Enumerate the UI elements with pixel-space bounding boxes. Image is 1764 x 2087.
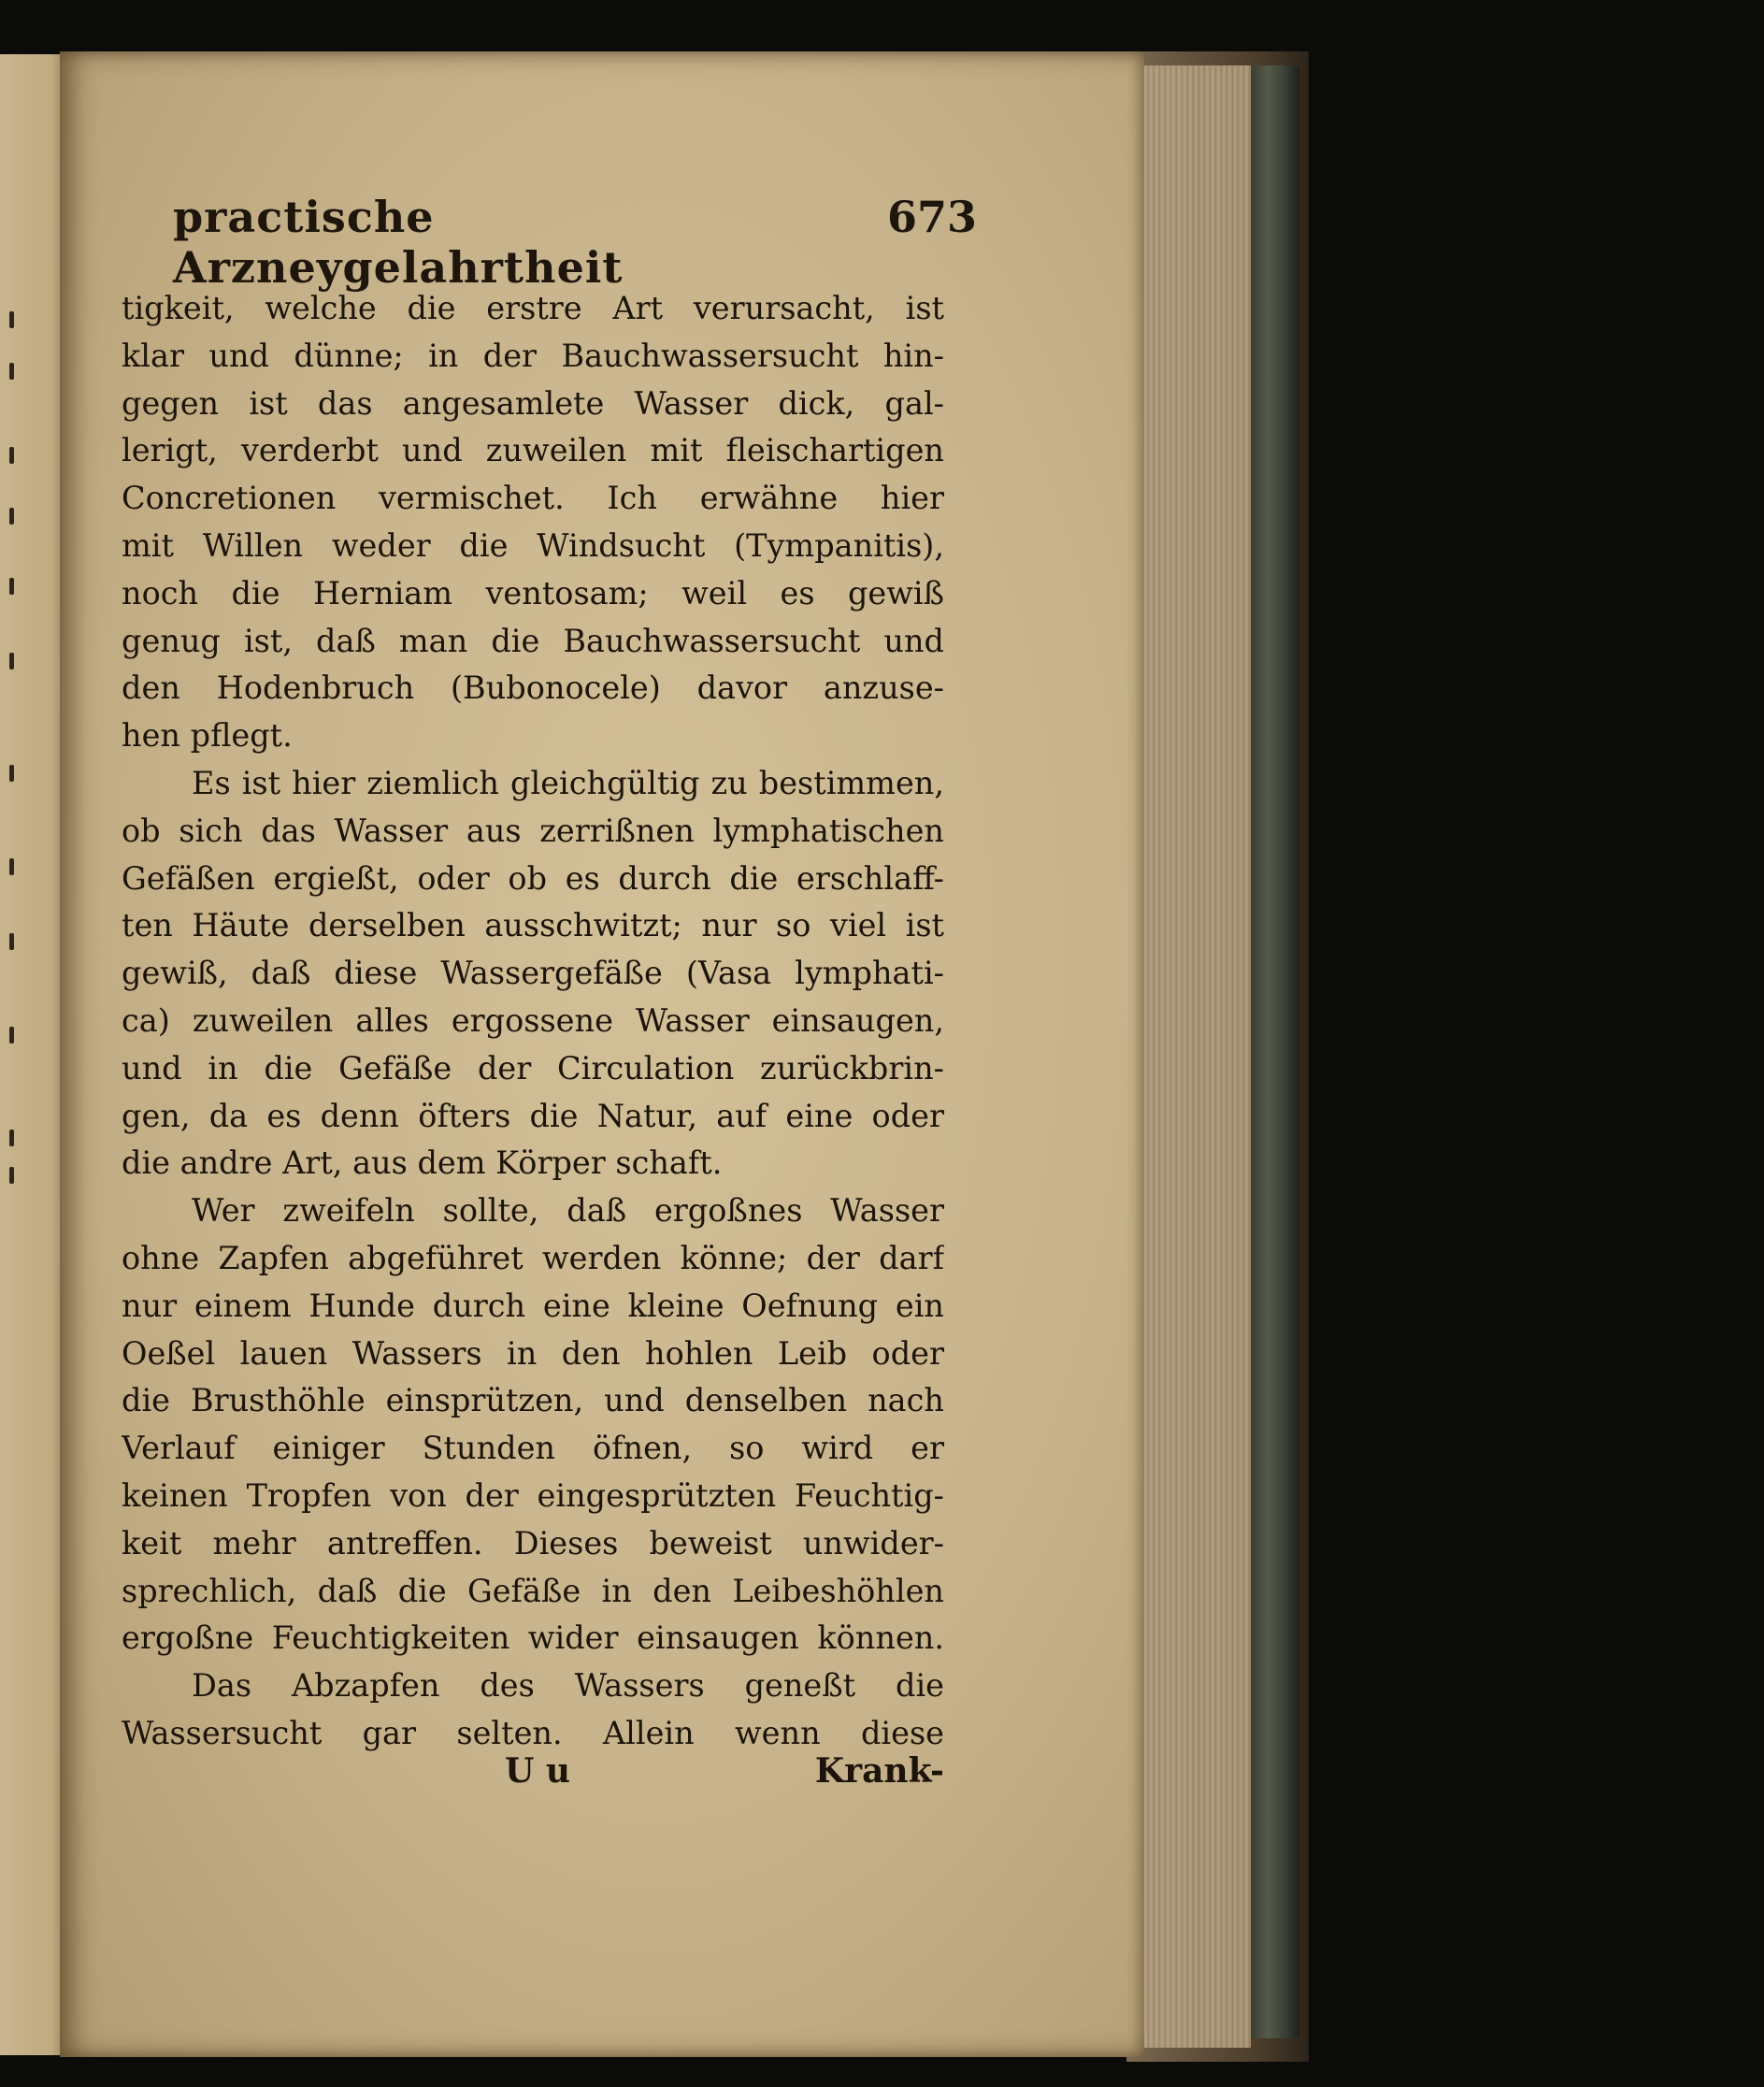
text-line: gen, da es denn öfters die Natur, auf eine oder xyxy=(122,1097,944,1134)
body-text xyxy=(122,285,944,1758)
text-line: genug ist, daß man die Bauchwassersucht und xyxy=(122,622,944,659)
facing-page-mark xyxy=(9,1130,14,1146)
signature-mark: U u xyxy=(505,1751,571,1791)
text-line: Wassersucht gar selten. Allein wenn diese xyxy=(122,1714,944,1751)
facing-page-mark xyxy=(9,933,14,950)
text-line: hen pflegt. xyxy=(122,717,293,755)
page-footer xyxy=(505,1751,944,1804)
text-line: ergoßne Feuchtigkeiten wider einsaugen können. xyxy=(122,1619,944,1657)
text-line: sprechlich, daß die Gefäße in den Leibeshöhlen xyxy=(122,1572,944,1609)
text-line: ohne Zapfen abgeführet werden könne; der darf xyxy=(122,1239,944,1276)
text-line: Gefäßen ergießt, oder ob es durch die erschlaff- xyxy=(122,859,944,897)
facing-page-mark xyxy=(9,1027,14,1044)
facing-page-mark xyxy=(9,311,14,328)
facing-page-mark xyxy=(9,447,14,464)
facing-page-mark xyxy=(9,653,14,669)
facing-page-mark xyxy=(9,765,14,782)
text-line: nur einem Hunde durch eine kleine Oefnung ein xyxy=(122,1287,944,1324)
cover-board xyxy=(1251,65,1299,2038)
text-line: den Hodenbruch (Bubonocele) davor anzuse- xyxy=(122,669,944,707)
text-line: mit Willen weder die Windsucht (Tympanitis), xyxy=(122,526,944,564)
text-line: gegen ist das angesamlete Wasser dick, gal- xyxy=(122,384,944,422)
text-line: tigkeit, welche die erstre Art verursacht, ist xyxy=(122,290,944,326)
running-head-title: practische Arzneygelahrtheit xyxy=(173,192,624,293)
facing-page-mark xyxy=(9,1167,14,1184)
text-line: gewiß, daß diese Wassergefäße (Vasa lymphati- xyxy=(122,955,944,992)
text-line: Oeßel lauen Wassers in den hohlen Leib oder xyxy=(122,1334,944,1372)
facing-page-mark xyxy=(9,508,14,525)
page-block-edge xyxy=(1139,65,1251,2048)
text-line: Verlauf einiger Stunden öfnen, so wird er xyxy=(122,1430,944,1467)
text-line: die andre Art, aus dem Körper schaft. xyxy=(122,1144,723,1182)
text-line: klar und dünne; in der Bauchwassersucht hin- xyxy=(122,337,944,374)
text-line: keinen Tropfen von der eingesprützten Feuchtig- xyxy=(122,1476,944,1514)
page-number: 673 xyxy=(886,192,977,242)
text-line: Es ist hier ziemlich gleichgültig zu bestimmen, xyxy=(192,764,944,801)
facing-page-mark xyxy=(9,578,14,595)
text-line: die Brusthöhle einsprützen, und denselben nach xyxy=(122,1382,944,1419)
text-line: ob sich das Wasser aus zerrißnen lymphatischen xyxy=(122,812,944,849)
catchword: Krank- xyxy=(814,1751,944,1791)
text-line: lerigt, verderbt und zuweilen mit fleischartigen xyxy=(122,432,944,469)
text-line: Wer zweifeln sollte, daß ergoßnes Wasser xyxy=(192,1192,944,1230)
text-line: noch die Herniam ventosam; weil es gewiß xyxy=(122,574,944,612)
text-line: ca) zuweilen alles ergossene Wasser einsaugen, xyxy=(122,1001,944,1039)
text-line: keit mehr antreffen. Dieses beweist unwider- xyxy=(122,1524,944,1562)
facing-page-mark xyxy=(9,363,14,380)
facing-page-mark xyxy=(9,858,14,875)
text-line: ten Häute derselben ausschwitzt; nur so viel ist xyxy=(122,907,944,944)
running-head xyxy=(173,192,977,293)
text-line: Concretionen vermischet. Ich erwähne hier xyxy=(122,480,944,517)
text-line: und in die Gefäße der Circulation zurückbrin- xyxy=(122,1049,944,1087)
text-line: Das Abzapfen des Wassers geneßt die xyxy=(192,1667,944,1705)
